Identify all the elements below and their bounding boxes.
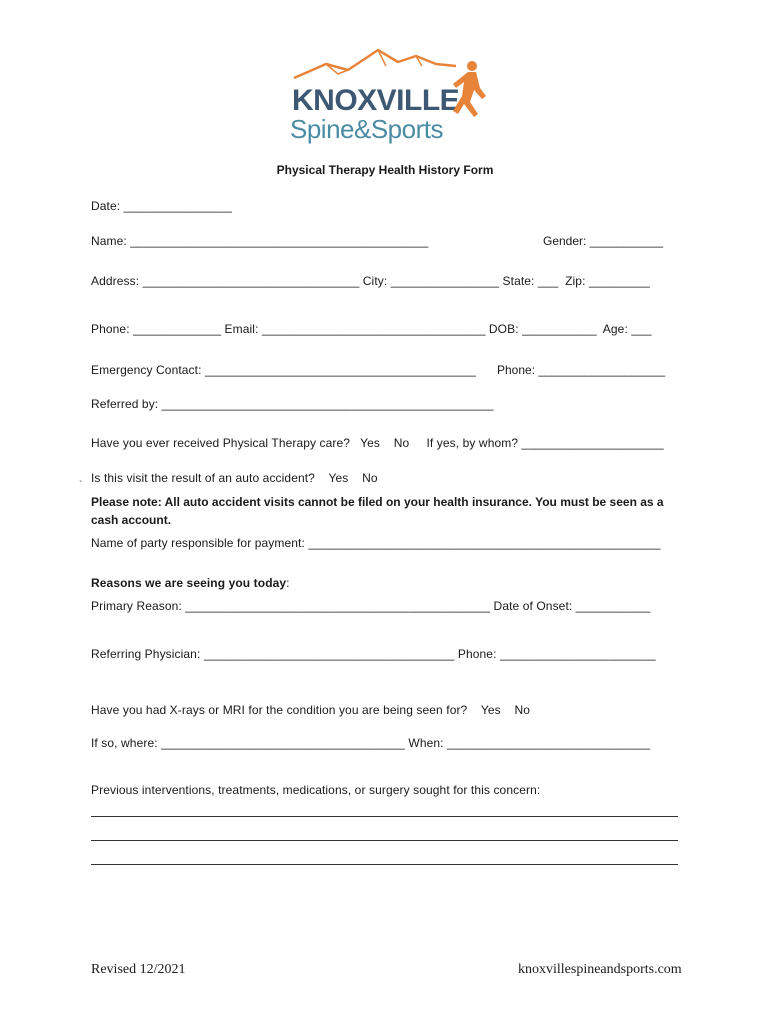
auto-accident-question[interactable]: Is this visit the result of an auto accident? Yes No <box>91 471 378 485</box>
insurance-note: Please note: All auto accident visits cannot be filed on your health insurance. You must be seen as a cash account. <box>91 495 664 527</box>
mountain-outline-icon <box>294 50 456 78</box>
emergency-contact-field[interactable]: Emergency Contact: ________________________________________ <box>91 363 476 377</box>
primary-reason-line[interactable]: Primary Reason: _____________________________________________ Date of Onset: ___________ <box>91 599 651 613</box>
knoxville-spine-sports-logo <box>286 44 492 144</box>
address-line[interactable]: Address: ________________________________ City: ________________ State: ___ Zip: _________ <box>91 274 650 288</box>
answer-line-1[interactable] <box>91 816 678 817</box>
answer-line-3[interactable] <box>91 864 678 865</box>
date-field[interactable]: Date: ________________ <box>91 199 232 213</box>
xray-where-line[interactable]: If so, where: ____________________________________ When: ______________________________ <box>91 736 651 750</box>
previous-interventions-label: Previous interventions, treatments, medications, or surgery sought for this concern: <box>91 783 541 797</box>
referring-physician-line[interactable]: Referring Physician: _____________________________________ Phone: _______________________ <box>91 647 656 661</box>
name-field[interactable]: Name: ____________________________________________ <box>91 234 429 248</box>
stray-mark: ` <box>79 480 83 491</box>
pt-care-question[interactable]: Have you ever received Physical Therapy care? Yes No If yes, by whom? _____________________ <box>91 436 664 450</box>
reasons-heading-text: Reasons we are seeing you today <box>91 576 287 590</box>
logo-text-spine-sports: Spine&Sports <box>290 114 443 144</box>
referred-by-field[interactable]: Referred by: _________________________________________________ <box>91 397 494 411</box>
revised-date: Revised 12/2021 <box>91 962 186 977</box>
form-title: Physical Therapy Health History Form <box>276 163 494 177</box>
phone-email-line[interactable]: Phone: _____________ Email: _________________________________ DOB: ___________ Age: ___ <box>91 322 652 336</box>
reasons-heading <box>91 575 290 591</box>
xray-mri-question[interactable]: Have you had X-rays or MRI for the condition you are being seen for? Yes No <box>91 703 531 717</box>
emergency-phone-field[interactable]: Phone: ___________________ <box>497 363 666 377</box>
reasons-heading-colon: : <box>286 576 290 590</box>
answer-line-2[interactable] <box>91 840 678 841</box>
website-text: knoxvillespineandsports.com <box>518 962 682 977</box>
responsible-party-field[interactable]: Name of party responsible for payment: ____________________________________________________ <box>91 536 661 550</box>
gender-field[interactable]: Gender: ___________ <box>543 234 664 248</box>
logo-text-knoxville: KNOXVILLE <box>292 84 460 117</box>
